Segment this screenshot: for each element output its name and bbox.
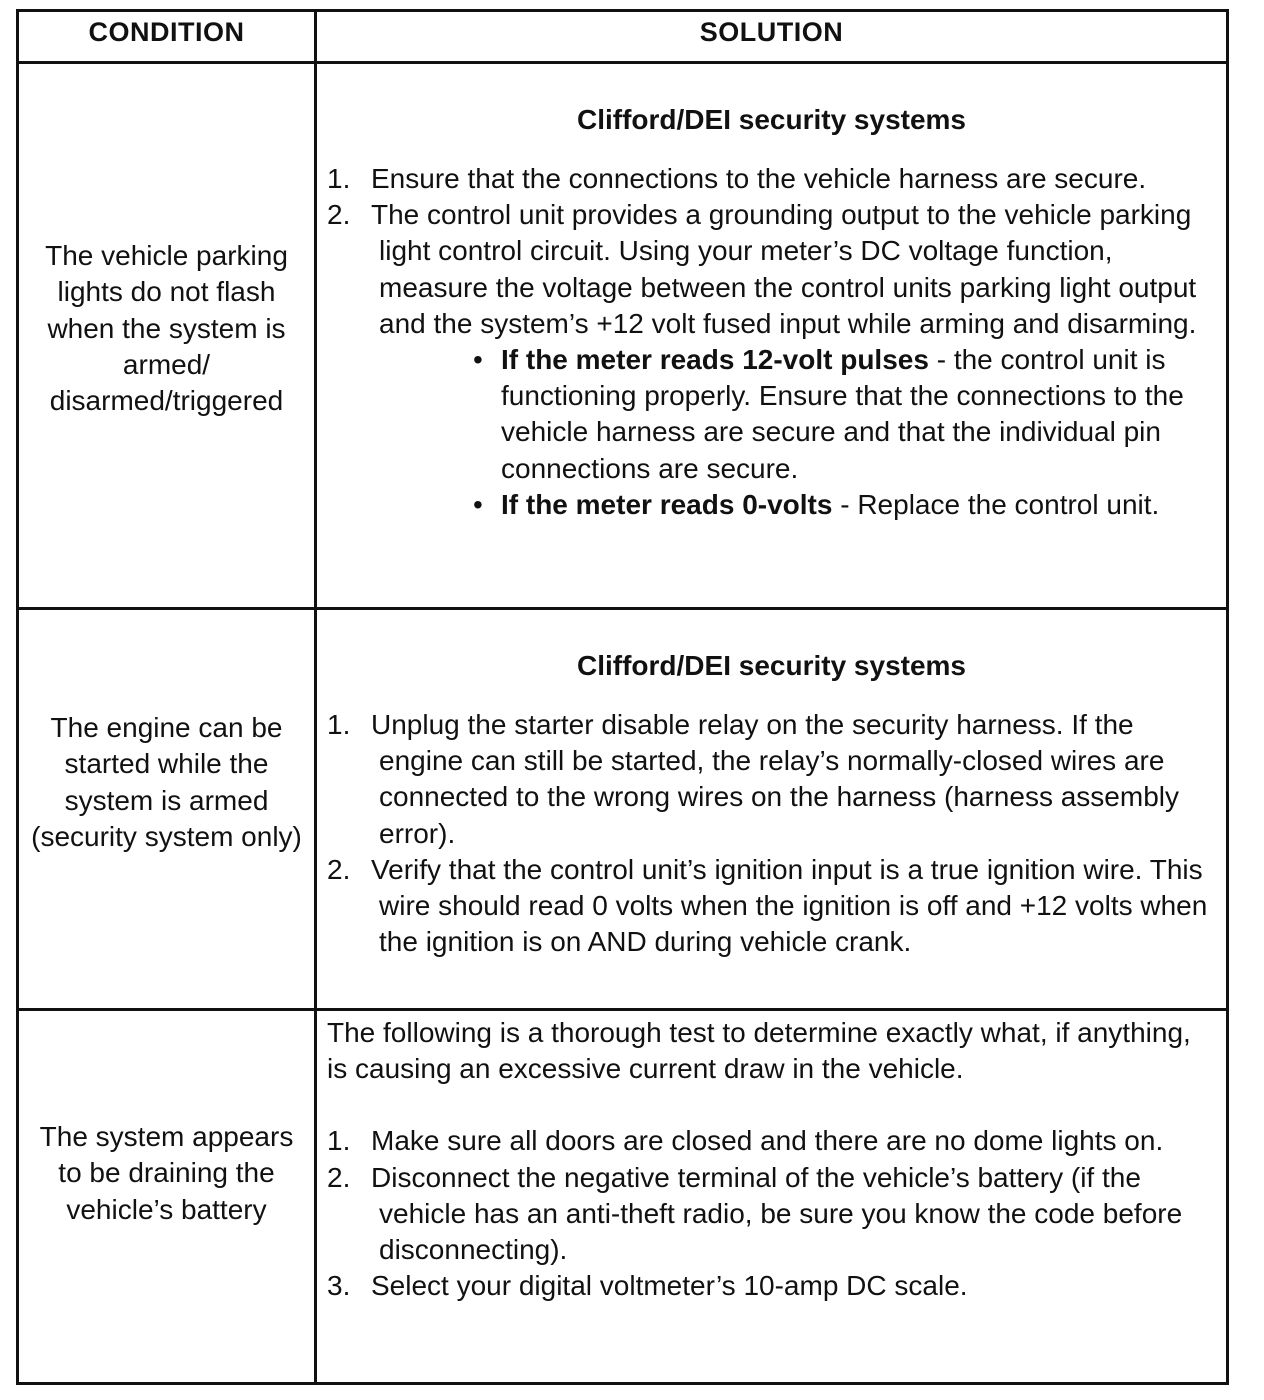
- solution-step: [327, 161, 1216, 197]
- solution-step: [327, 1268, 1216, 1304]
- solution-step: [327, 197, 1216, 342]
- system-title: Clifford/DEI security systems: [576, 104, 967, 135]
- step-text: Select your digital voltmeter’s 10-amp DC scale.: [371, 1270, 968, 1302]
- step-text: Unplug the starter disable relay on the security harness. If the engine can still be started, the relay’s normally-closed wires are connected to the wrong wires on the harness (harness assembly error).: [371, 709, 1179, 849]
- step-text: Make sure all doors are closed and there are no dome lights on.: [371, 1125, 1164, 1157]
- step-text: The control unit provides a grounding output to the vehicle parking light control circuit. Using your meter’s DC voltage function, measure the voltage between the control units parking light output and the system’s +12 volt fused input while arming and disarming.: [371, 199, 1197, 339]
- table-row: [19, 610, 1226, 1011]
- bullet-list: [327, 342, 1216, 523]
- condition-text: The system appears to be draining the vehicle’s battery: [39, 1121, 294, 1225]
- step-number: 2.: [327, 853, 351, 885]
- bullet-bold-text: If the meter reads 12-volt pulses: [501, 344, 929, 376]
- solution-content: [327, 1015, 1216, 1304]
- troubleshooting-table: [16, 9, 1229, 1385]
- solution-step: [327, 707, 1216, 852]
- table-header-row: [19, 12, 1226, 64]
- solution-step: [327, 1123, 1216, 1159]
- condition-cell: [19, 1011, 317, 1382]
- condition-text: The vehicle parking lights do not flash when the system is armed/ disarmed/triggered: [45, 240, 288, 417]
- system-title: Clifford/DEI security systems: [576, 650, 967, 681]
- step-number: 2.: [327, 199, 351, 231]
- bullet-icon: •: [473, 344, 483, 376]
- step-number: 1.: [327, 1125, 351, 1157]
- step-text: Disconnect the negative terminal of the vehicle’s battery (if the vehicle has an anti-theft radio, be sure you know the code before disconnecting).: [371, 1161, 1183, 1266]
- condition-header-cell: [19, 12, 317, 61]
- intro-text: The following is a thorough test to determine exactly what, if anything, is causing an excessive current draw in the vehicle.: [327, 1017, 1191, 1085]
- solution-step: [327, 1160, 1216, 1269]
- bullet-item: [473, 342, 1216, 487]
- solution-cell: [317, 610, 1226, 1008]
- condition-cell: [19, 610, 317, 1008]
- step-number: 1.: [327, 163, 351, 194]
- solution-header-cell: [317, 12, 1226, 61]
- table-row: [19, 64, 1226, 610]
- step-text: Ensure that the connections to the vehicle harness are secure.: [371, 163, 1147, 194]
- solution-header: SOLUTION: [699, 17, 844, 47]
- solution-step: [327, 852, 1216, 961]
- condition-cell: [19, 64, 317, 607]
- solution-cell: [317, 1011, 1226, 1382]
- step-number: 2.: [327, 1161, 351, 1193]
- table-row: [19, 1011, 1226, 1382]
- solution-cell: [317, 64, 1226, 607]
- step-text: Verify that the control unit’s ignition input is a true ignition wire. This wire should read 0 volts when the ignition is off and +12 volts when the ignition is on AND during vehicle crank.: [371, 853, 1208, 958]
- step-number: 1.: [327, 709, 351, 740]
- condition-header: CONDITION: [88, 17, 245, 47]
- step-number: 3.: [327, 1270, 351, 1302]
- condition-text: The engine can be started while the system is armed (security system only): [31, 712, 302, 852]
- bullet-icon: •: [473, 488, 483, 520]
- bullet-bold-text: If the meter reads 0-volts: [501, 488, 833, 520]
- bullet-text: - Replace the control unit.: [832, 488, 1160, 520]
- solution-content: [327, 648, 1216, 960]
- solution-content: [327, 102, 1216, 523]
- bullet-text: - the control unit is functioning properly. Ensure that the connections to the vehicle harness are secure and that the individual pin connections are secure.: [501, 344, 1184, 484]
- bullet-item: [473, 487, 1216, 523]
